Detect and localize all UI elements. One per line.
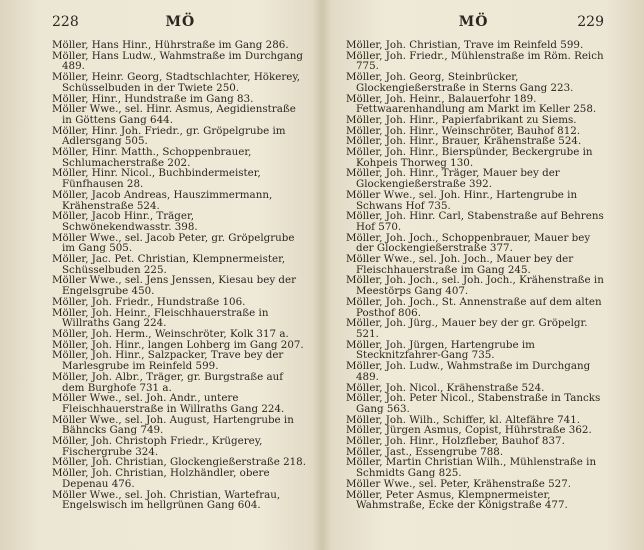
directory-entry: Möller, Hans Ludw., Wahmstraße im Durchgang 489. <box>52 49 303 73</box>
directory-entry: Möller, Joh. Hinr., Salzpacker, Trave bey der Marlesgrube im Reinfeld 599. <box>52 349 284 373</box>
directory-entry: Möller, Joh. Christoph Friedr., Krügerey, Fischergrube 324. <box>52 435 263 458</box>
directory-entry: Möller Wwe., sel. Joh. Christian, Wartefrau, Engelswisch im hellgrünen Gang 604. <box>52 488 281 512</box>
directory-entry: Möller, Joh. Christian, Trave im Reinfeld 599. <box>346 39 584 51</box>
directory-entry: Möller, Joh. Hinr., Holzfleber, Bauhof 837. <box>346 435 565 448</box>
right-page-header <box>346 14 604 36</box>
directory-entry: Möller, Joh. Christian, Holzhändler, obere Depenau 476. <box>52 467 270 490</box>
directory-entry: Möller Wwe., sel. Peter, Krähenstraße 527. <box>346 477 572 490</box>
directory-entry: Möller, Joh. Heinr., Balauerfohr 189. Fettwaarenhandlung am Markt im Keller 258. <box>346 92 597 116</box>
directory-entry: Möller, Hans Hinr., Hührstraße im Gang 286. <box>52 39 289 51</box>
directory-entry: Möller Wwe., sel. Jens Jenssen, Kiesau bey der Engelsgrube 450. <box>52 274 297 298</box>
directory-entry: Möller, Joh. Hinr., Träger, Mauer bey der Glockengießerstraße 392. <box>346 167 560 191</box>
directory-entry: Möller, Martin Christian Wilh., Mühlenstraße in Schmidts Gang 825. <box>346 456 597 480</box>
directory-entry: Möller Wwe., sel. Hinr. Asmus, Aegidienstraße in Göttens Gang 644. <box>52 103 296 126</box>
directory-entry: Möller, Hinr. Matth., Schoppenbrauer, Schlumacherstraße 202. <box>52 146 252 169</box>
left-page-number: 228 <box>52 14 79 30</box>
directory-entry: Möller, Joh. Peter Nicol., Stabenstraße in Tancks Gang 563. <box>346 392 601 415</box>
left-page-running-head: MÖ <box>165 14 196 30</box>
directory-entry: Möller, Joh. Jürg., Mauer bey der gr. Gröpelgr. 521. <box>346 317 588 340</box>
directory-entry: Möller, Joh. Joch., St. Annenstraße auf dem alten Posthof 806. <box>346 295 602 319</box>
directory-entry: Möller, Jürgen Asmus, Copist, Hührstraße 362. <box>346 424 592 437</box>
directory-entry: Möller, Joh. Friedr., Hundstraße 106. <box>52 295 246 308</box>
directory-entry: Möller Wwe., sel. Joh. Joch., Mauer bey der Fleischhauerstraße im Gang 245. <box>346 253 574 276</box>
right-page-entries <box>346 40 604 511</box>
directory-entry: Möller, Joh. Hinr., Weinschröter, Bauhof 812. <box>346 124 581 137</box>
directory-entry: Möller, Hinr. Joh. Friedr., gr. Gröpelgrube im Adlersgang 505. <box>52 124 286 148</box>
directory-entry: Möller, Hinr., Hundstraße im Gang 83. <box>52 92 254 105</box>
directory-entry: Möller, Joh. Albr., Träger, gr. Burgstraße auf dem Burghofe 731 a. <box>52 370 284 394</box>
directory-entry: Möller Wwe., sel. Joh. August, Hartengrube in Bähncks Gang 749. <box>52 413 294 437</box>
directory-entry: Möller, Joh. Hinr., Brauer, Krähenstraße 524. <box>346 135 582 148</box>
directory-entry: Möller, Heinr. Georg, Stadtschlachter, Hökerey, Schüsselbuden in der Twiete 250. <box>52 71 301 94</box>
directory-entry: Möller Wwe., sel. Joh. Andr., untere Fleischhauerstraße in Willraths Gang 224. <box>52 392 285 415</box>
directory-entry: Möller, Joh. Hinr., Bierspünder, Beckergrube in Kohpeis Thorweg 130. <box>346 146 593 169</box>
directory-entry: Möller, Joh. Christian, Glockengießerstraße 218. <box>52 456 306 469</box>
directory-entry: Möller, Joh. Hinr., Papierfabrikant zu Siems. <box>346 113 577 126</box>
directory-entry: Möller, Joh. Nicol., Krähenstraße 524. <box>346 381 545 394</box>
directory-entry: Möller, Joh. Herm., Weinschröter, Kolk 317 a. <box>52 327 289 340</box>
directory-entry: Möller, Joh. Ludw., Wahmstraße im Durchgang 489. <box>346 360 591 383</box>
directory-entry: Möller, Jacob Andreas, Hauszimmermann, Krähenstraße 524. <box>52 188 273 212</box>
left-page-entries <box>52 40 306 511</box>
right-page-running-head: MÖ <box>458 14 489 30</box>
directory-entry: Möller, Joh. Friedr., Mühlenstraße im Röm. Reich 775. <box>346 49 604 73</box>
right-page-number: 229 <box>577 14 604 30</box>
directory-entry: Möller, Joh. Joch., Schoppenbrauer, Mauer bey der Glockengießerstraße 377. <box>346 231 591 255</box>
directory-entry: Möller, Joh. Jürgen, Hartengrube im Stecknitzfahrer-Gang 735. <box>346 338 535 362</box>
directory-entry: Möller Wwe., sel. Joh. Hinr., Hartengrube in Schwans Hof 735. <box>346 188 578 212</box>
directory-entry: Möller, Joh. Wilh., Schiffer, kl. Altefähre 741. <box>346 413 581 426</box>
directory-entry: Möller, Jac. Pet. Christian, Klempnermeister, Schüsselbuden 225. <box>52 253 286 276</box>
directory-entry: Möller, Joh. Hinr. Carl, Stabenstraße auf Behrens Hof 570. <box>346 210 604 233</box>
left-page-header <box>52 14 306 36</box>
directory-entry: Möller, Joh. Hinr., langen Lohberg im Gang 207. <box>52 338 304 351</box>
directory-entry: Möller, Joh. Joch., sel. Joh. Joch., Krähenstraße in Meestörps Gang 407. <box>346 274 604 298</box>
directory-entry: Möller, Jacob Hinr., Träger, Schwönekendwasstr. 398. <box>52 210 198 233</box>
directory-entry: Möller, Jast., Essengrube 788. <box>346 445 504 458</box>
directory-entry: Möller, Joh. Georg, Steinbrücker, Glockengießerstraße in Sterns Gang 223. <box>346 71 574 94</box>
directory-entry: Möller, Hinr. Nicol., Buchbindermeister, Fünfhausen 28. <box>52 167 261 191</box>
directory-entry: Möller Wwe., sel. Jacob Peter, gr. Gröpelgrube im Gang 505. <box>52 231 295 255</box>
right-page <box>322 0 644 550</box>
directory-entry: Möller, Peter Asmus, Klempnermeister, Wahmstraße, Ecke der Königstraße 477. <box>346 488 568 512</box>
directory-entry: Möller, Joh. Heinr., Fleischhauerstraße in Willraths Gang 224. <box>52 306 269 330</box>
